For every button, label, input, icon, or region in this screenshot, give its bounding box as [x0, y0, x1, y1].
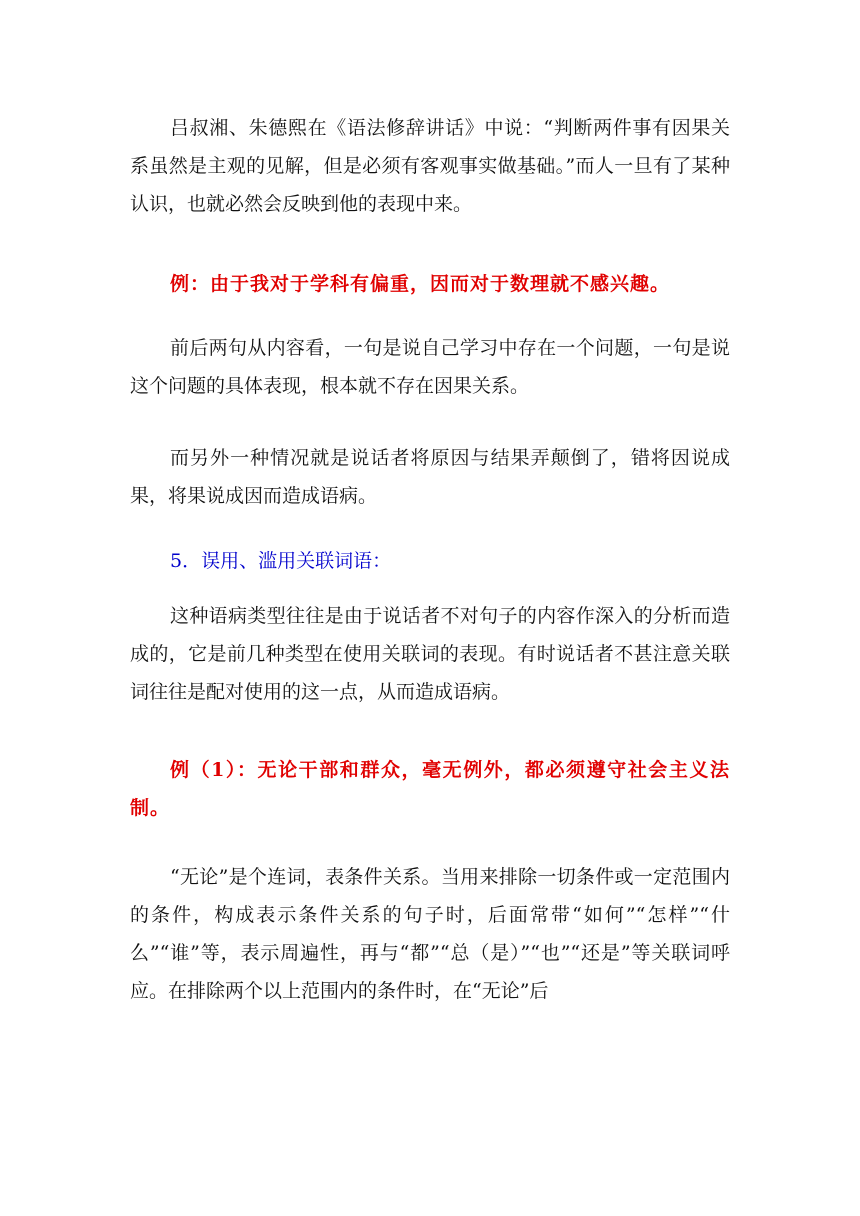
section-heading: 5．误用、滥用关联词语： [170, 550, 392, 572]
paragraph-wulun-explanation: “无论”是个连词，表条件关系。当用来排除一切条件或一定范围内的条件，构成表示条件关系的句子时，后面常带“如何”“怎样”“什么”“谁”等，表示周遍性，再与“都”“总（是）”“也”“还是”等关联词呼应。在排除两个以上范围内的条件时，在“无论”后 [130, 866, 730, 1002]
example-sentence-1: 例（1）：无论干部和群众，毫无例外，都必须遵守社会主义法制。 [130, 759, 730, 819]
paragraph-analysis: 前后两句从内容看，一句是说自己学习中存在一个问题，一句是说这个问题的具体表现，根本就不存在因果关系。 [130, 337, 730, 397]
paragraph-quote: 吕叔湘、朱德熙在《语法修辞讲话》中说：“判断两件事有因果关系虽然是主观的见解，但是必须有客观事实做基础。”而人一旦有了某种认识，也就必然会反映到他的表现中来。 [130, 117, 730, 215]
paragraph-conjunction-errors: 这种语病类型往往是由于说话者不对句子的内容作深入的分析而造成的，它是前几种类型在使用关联词的表现。有时说话者不甚注意关联词往往是配对使用的这一点，从而造成语病。 [130, 605, 730, 703]
example-sentence: 例：由于我对于学科有偏重，因而对于数理就不感兴趣。 [170, 273, 671, 295]
paragraph-reversal: 而另外一种情况就是说话者将原因与结果弄颠倒了，错将因说成果，将果说成因而造成语病。 [130, 447, 730, 507]
